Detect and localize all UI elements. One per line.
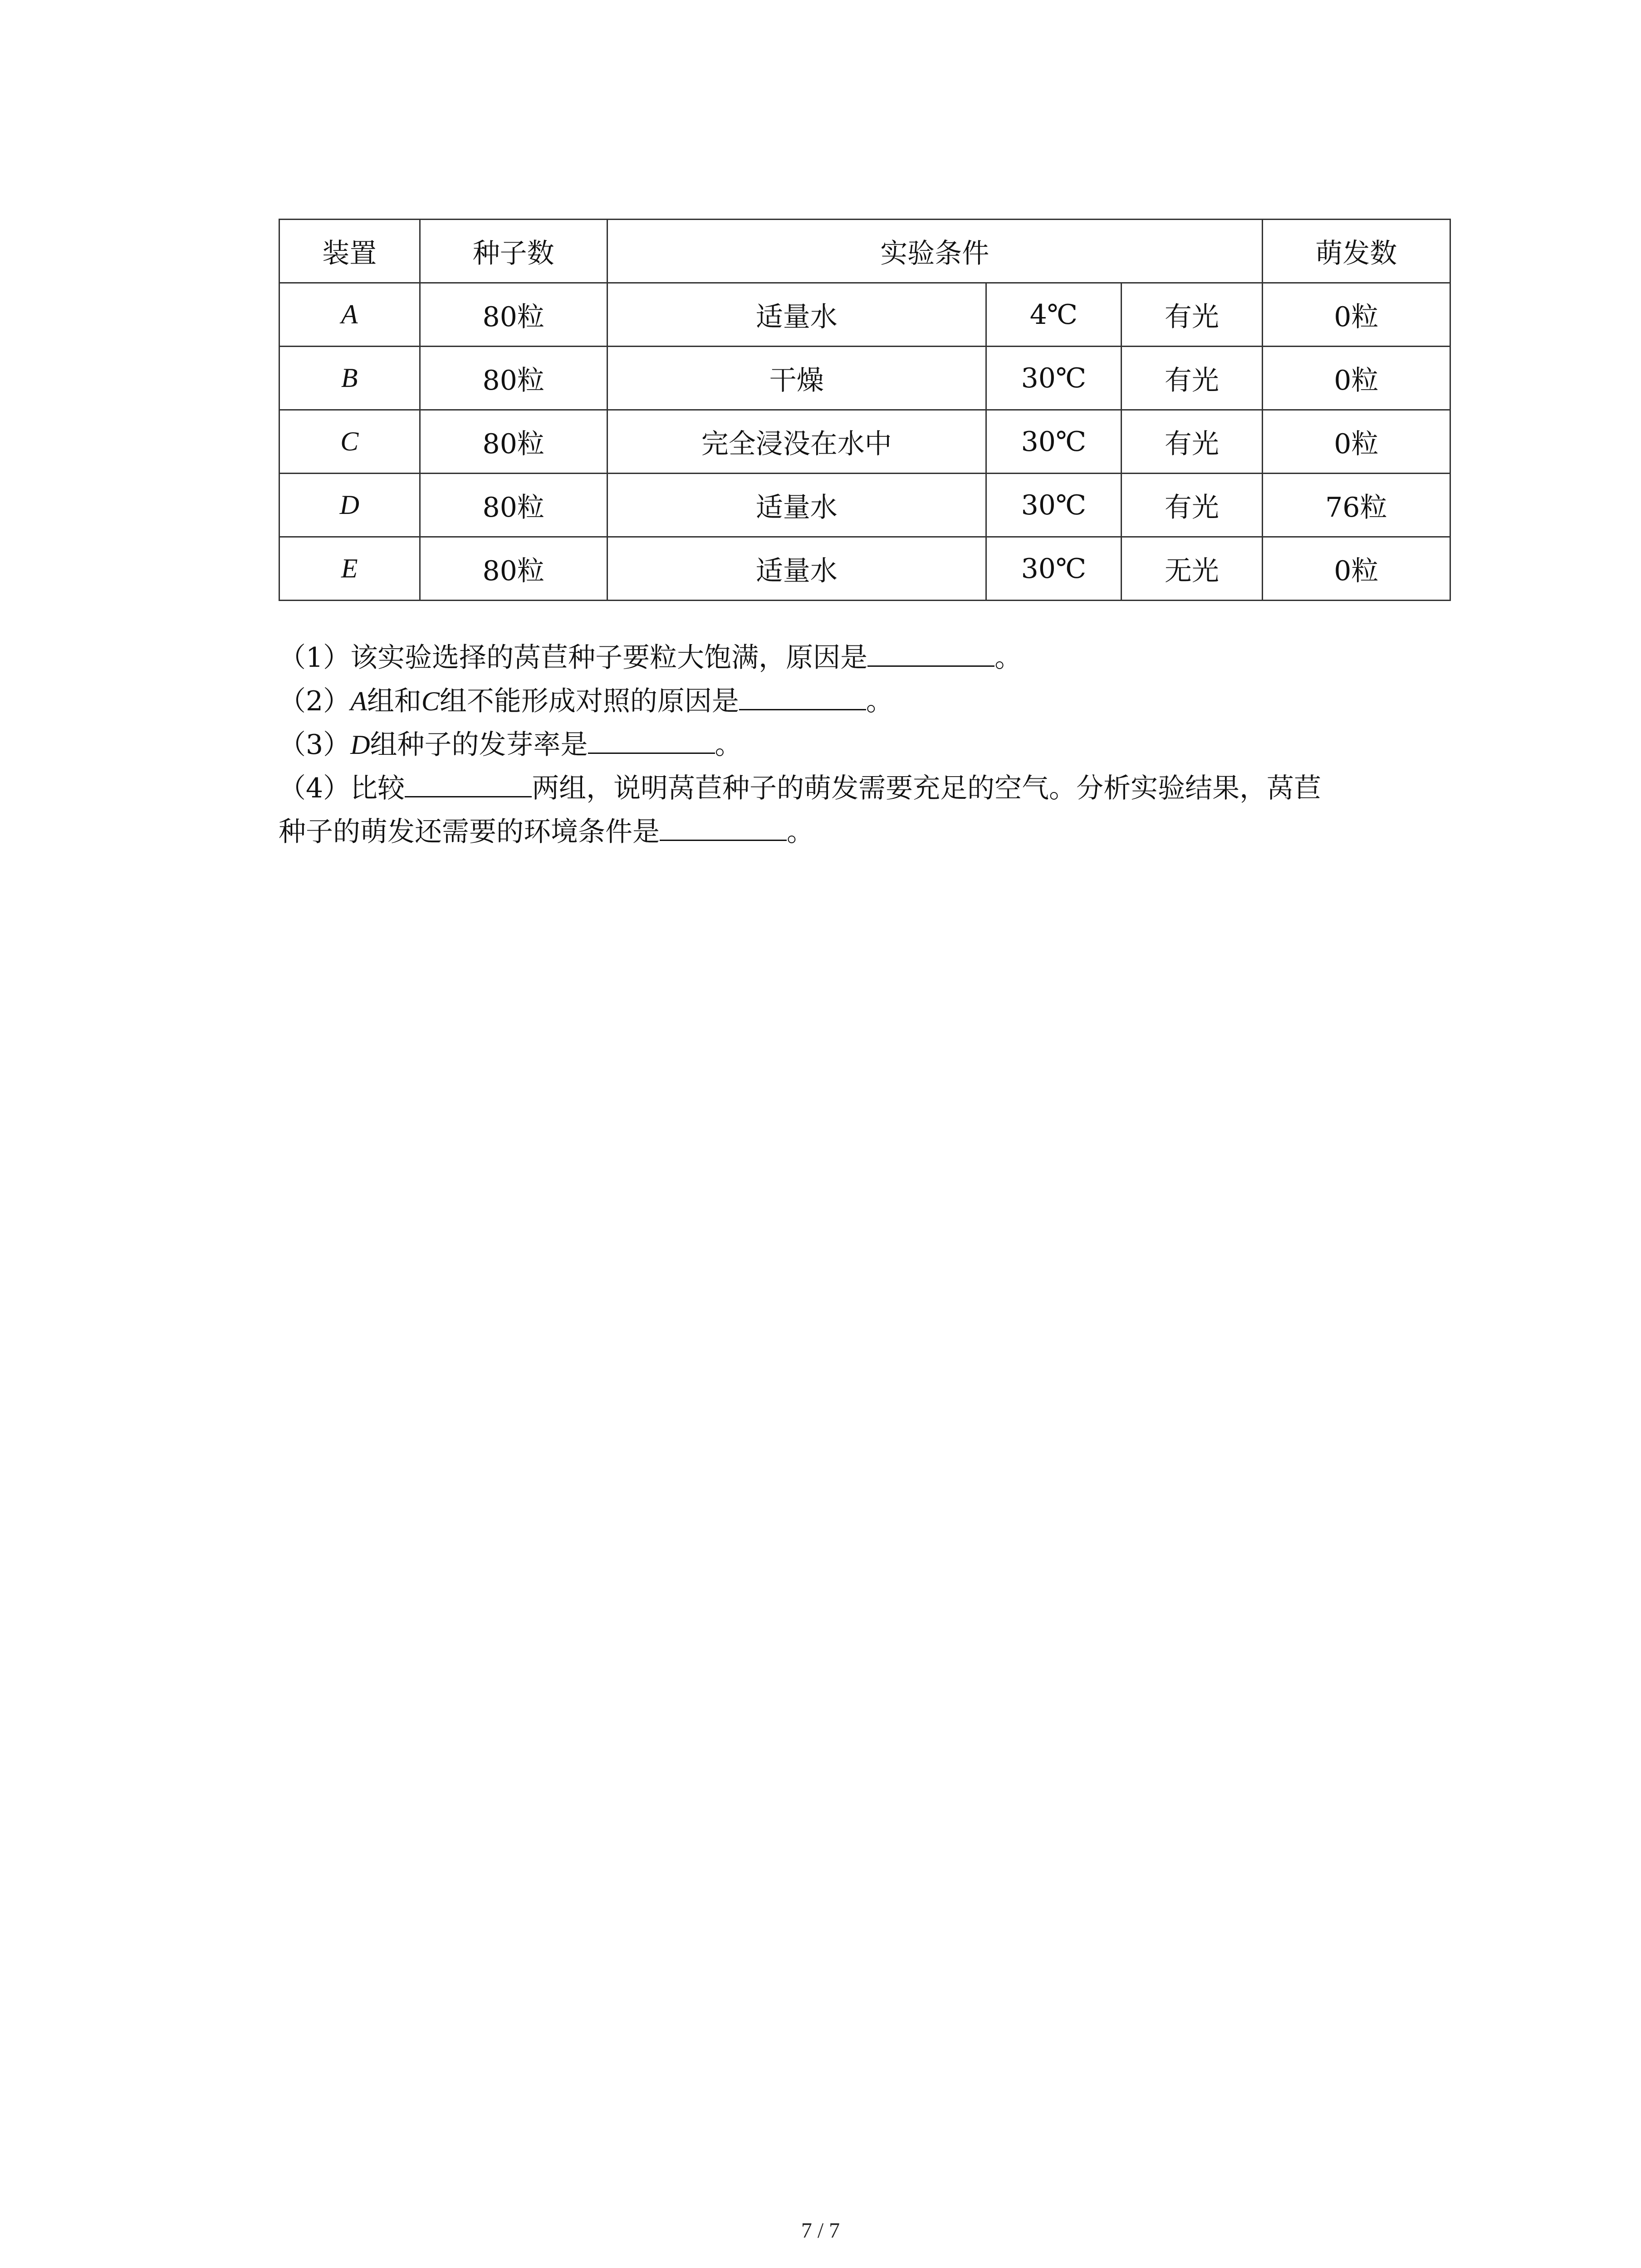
cell-temperature: 30℃ <box>986 537 1121 601</box>
experiment-table <box>279 219 1451 601</box>
header-seed-count: 种子数 <box>420 220 607 283</box>
header-germinated: 萌发数 <box>1262 220 1450 283</box>
cell-germinated: 0粒 <box>1262 537 1450 601</box>
cell-temperature: 30℃ <box>986 410 1121 474</box>
question-2-end: 。 <box>866 685 893 717</box>
question-4-text-line-2: 种子的萌发还需要的环境条件是 <box>279 816 660 848</box>
answer-blank[interactable] <box>588 725 715 754</box>
cell-seeds: 80粒 <box>420 347 607 410</box>
table-row <box>279 410 1450 474</box>
cell-temperature: 30℃ <box>986 347 1121 410</box>
page-number: 7 / 7 <box>801 2219 840 2243</box>
cell-light: 有光 <box>1122 410 1263 474</box>
question-3-text: 组种子的发芽率是 <box>370 729 588 761</box>
question-4-line-2 <box>279 810 814 854</box>
question-1 <box>279 636 1022 679</box>
cell-germinated: 0粒 <box>1262 283 1450 347</box>
table-row <box>279 474 1450 537</box>
table-row <box>279 537 1450 601</box>
question-4 <box>279 767 1321 810</box>
cell-condition: 适量水 <box>607 283 986 347</box>
cell-germinated: 0粒 <box>1262 347 1450 410</box>
cell-device: D <box>279 474 420 537</box>
cell-temperature: 4℃ <box>986 283 1121 347</box>
question-3-end: 。 <box>715 729 742 761</box>
answer-blank[interactable] <box>660 812 787 841</box>
cell-seeds: 80粒 <box>420 410 607 474</box>
cell-germinated: 0粒 <box>1262 410 1450 474</box>
cell-condition: 适量水 <box>607 474 986 537</box>
cell-light: 有光 <box>1122 474 1263 537</box>
answer-blank[interactable] <box>867 638 994 667</box>
table-header-row <box>279 220 1450 283</box>
cell-seeds: 80粒 <box>420 283 607 347</box>
cell-condition: 适量水 <box>607 537 986 601</box>
header-device: 装置 <box>279 220 420 283</box>
question-1-text: （1）该实验选择的莴苣种子要粒大饱满，原因是 <box>279 642 868 674</box>
cell-seeds: 80粒 <box>420 474 607 537</box>
question-2 <box>279 679 893 723</box>
cell-light: 有光 <box>1122 347 1263 410</box>
question-2-number: （2） <box>279 685 351 717</box>
cell-device: E <box>279 537 420 601</box>
answer-blank[interactable] <box>405 769 532 797</box>
cell-seeds: 80粒 <box>420 537 607 601</box>
cell-condition: 干燥 <box>607 347 986 410</box>
question-1-end: 。 <box>994 642 1022 674</box>
cell-light: 有光 <box>1122 283 1263 347</box>
question-3-number: （3） <box>279 729 351 761</box>
group-d-label: D <box>350 730 370 760</box>
question-3 <box>279 723 742 767</box>
group-a-label: A <box>350 686 367 716</box>
table-row <box>279 347 1450 410</box>
question-4-end: 。 <box>787 816 814 848</box>
question-4-text: （4）比较 <box>279 772 405 804</box>
cell-condition: 完全浸没在水中 <box>607 410 986 474</box>
cell-temperature: 30℃ <box>986 474 1121 537</box>
cell-device: B <box>279 347 420 410</box>
group-c-label: C <box>421 686 440 716</box>
question-2-text: 组和 <box>367 685 421 717</box>
cell-device: A <box>279 283 420 347</box>
question-4-text-rest: 两组，说明莴苣种子的萌发需要充足的空气。分析实验结果，莴苣 <box>532 772 1322 804</box>
question-2-text-rest: 组不能形成对照的原因是 <box>439 685 739 717</box>
cell-light: 无光 <box>1122 537 1263 601</box>
answer-blank[interactable] <box>739 682 866 710</box>
header-conditions: 实验条件 <box>607 220 1262 283</box>
table-row <box>279 283 1450 347</box>
cell-germinated: 76粒 <box>1262 474 1450 537</box>
cell-device: C <box>279 410 420 474</box>
